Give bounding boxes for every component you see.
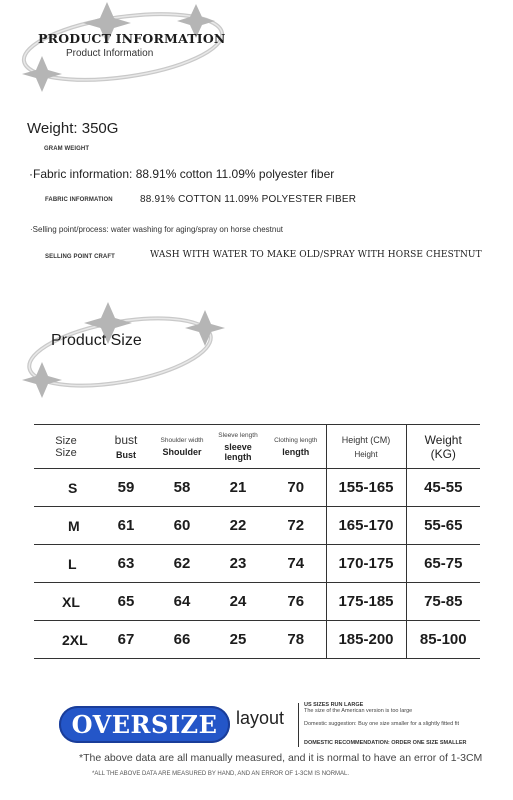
size-cell: XL — [34, 583, 98, 621]
domestic-recommendation: DOMESTIC RECOMMENDATION: ORDER ONE SIZE SMALLER — [304, 740, 467, 746]
header-weight: Weight (KG) — [406, 425, 480, 469]
measurement-disclaimer-caps: *ALL THE ABOVE DATA ARE MEASURED BY HAND, AND AN ERROR OF 1-3CM IS NORMAL. — [92, 771, 350, 777]
table-row — [34, 469, 480, 507]
weight-cell: 85-100 — [406, 621, 480, 659]
shoulder-cell: 62 — [154, 545, 210, 583]
us-size-note: US SIZES RUN LARGE — [304, 702, 364, 708]
sleeve-cell: 23 — [210, 545, 266, 583]
header-size: Size Size — [34, 425, 98, 469]
size-cell: M — [34, 507, 98, 545]
shoulder-cell: 66 — [154, 621, 210, 659]
weight-cell: 45-55 — [406, 469, 480, 507]
header-shoulder: Shoulder width Shoulder — [154, 425, 210, 469]
size-cell: L — [34, 545, 98, 583]
product-size-title: Product Size — [51, 332, 142, 349]
size-table-header — [34, 425, 480, 469]
weight-label: GRAM WEIGHT — [44, 146, 90, 152]
bust-cell: 67 — [98, 621, 154, 659]
domestic-suggestion: Domestic suggestion: Buy one size smaller for a slightly fitted fit — [304, 721, 459, 727]
fabric-label: FABRIC INFORMATION — [45, 197, 113, 203]
height-cell: 185-200 — [326, 621, 406, 659]
header-height: Height (CM) Height — [326, 425, 406, 469]
shoulder-cell: 58 — [154, 469, 210, 507]
table-row — [34, 583, 480, 621]
height-cell: 165-170 — [326, 507, 406, 545]
sleeve-cell: 21 — [210, 469, 266, 507]
header-bust: bust Bust — [98, 425, 154, 469]
shoulder-cell: 64 — [154, 583, 210, 621]
weight-cell: 65-75 — [406, 545, 480, 583]
table-row — [34, 507, 480, 545]
fabric-info-en: 88.91% COTTON 11.09% POLYESTER FIBER — [140, 194, 357, 205]
sleeve-cell: 24 — [210, 583, 266, 621]
fabric-info: ·Fabric information: 88.91% cotton 11.09% polyester fiber — [29, 167, 335, 181]
layout-label: layout — [236, 708, 285, 728]
weight-cell: 55-65 — [406, 507, 480, 545]
height-cell: 175-185 — [326, 583, 406, 621]
height-cell: 155-165 — [326, 469, 406, 507]
divider — [298, 703, 299, 747]
measurement-disclaimer: *The above data are all manually measured, and it is normal to have an error of 1-3CM — [79, 752, 483, 764]
bust-cell: 61 — [98, 507, 154, 545]
section-subtitle: Product Information — [66, 48, 154, 59]
length-cell: 78 — [266, 621, 326, 659]
bust-cell: 63 — [98, 545, 154, 583]
length-cell: 70 — [266, 469, 326, 507]
length-cell: 76 — [266, 583, 326, 621]
sleeve-cell: 25 — [210, 621, 266, 659]
table-row — [34, 621, 480, 659]
shoulder-cell: 60 — [154, 507, 210, 545]
selling-point-en: WASH WITH WATER TO MAKE OLD/SPRAY WITH HORSE CHESTNUT — [150, 250, 482, 260]
section-title: PRODUCT INFORMATION — [38, 31, 226, 46]
sleeve-cell: 22 — [210, 507, 266, 545]
weight-cell: 75-85 — [406, 583, 480, 621]
star-swoosh-icon — [15, 300, 225, 400]
weight-info: Weight: 350G — [27, 120, 119, 137]
oversize-badge-text: OVERSIZE — [71, 710, 218, 739]
selling-point-info: ·Selling point/process: water washing for aging/spray on horse chestnut — [30, 225, 284, 234]
length-cell: 74 — [266, 545, 326, 583]
header-sleeve: Sleeve length sleeve length — [210, 425, 266, 469]
size-table — [34, 424, 480, 659]
length-cell: 72 — [266, 507, 326, 545]
bust-cell: 65 — [98, 583, 154, 621]
size-cell: S — [34, 469, 98, 507]
table-row — [34, 545, 480, 583]
size-note: The size of the American version is too large — [304, 708, 413, 714]
size-cell: 2XL — [34, 621, 98, 659]
height-cell: 170-175 — [326, 545, 406, 583]
header-length: Clothing length length — [266, 425, 326, 469]
bust-cell: 59 — [98, 469, 154, 507]
selling-point-label: SELLING POINT CRAFT — [45, 254, 115, 260]
